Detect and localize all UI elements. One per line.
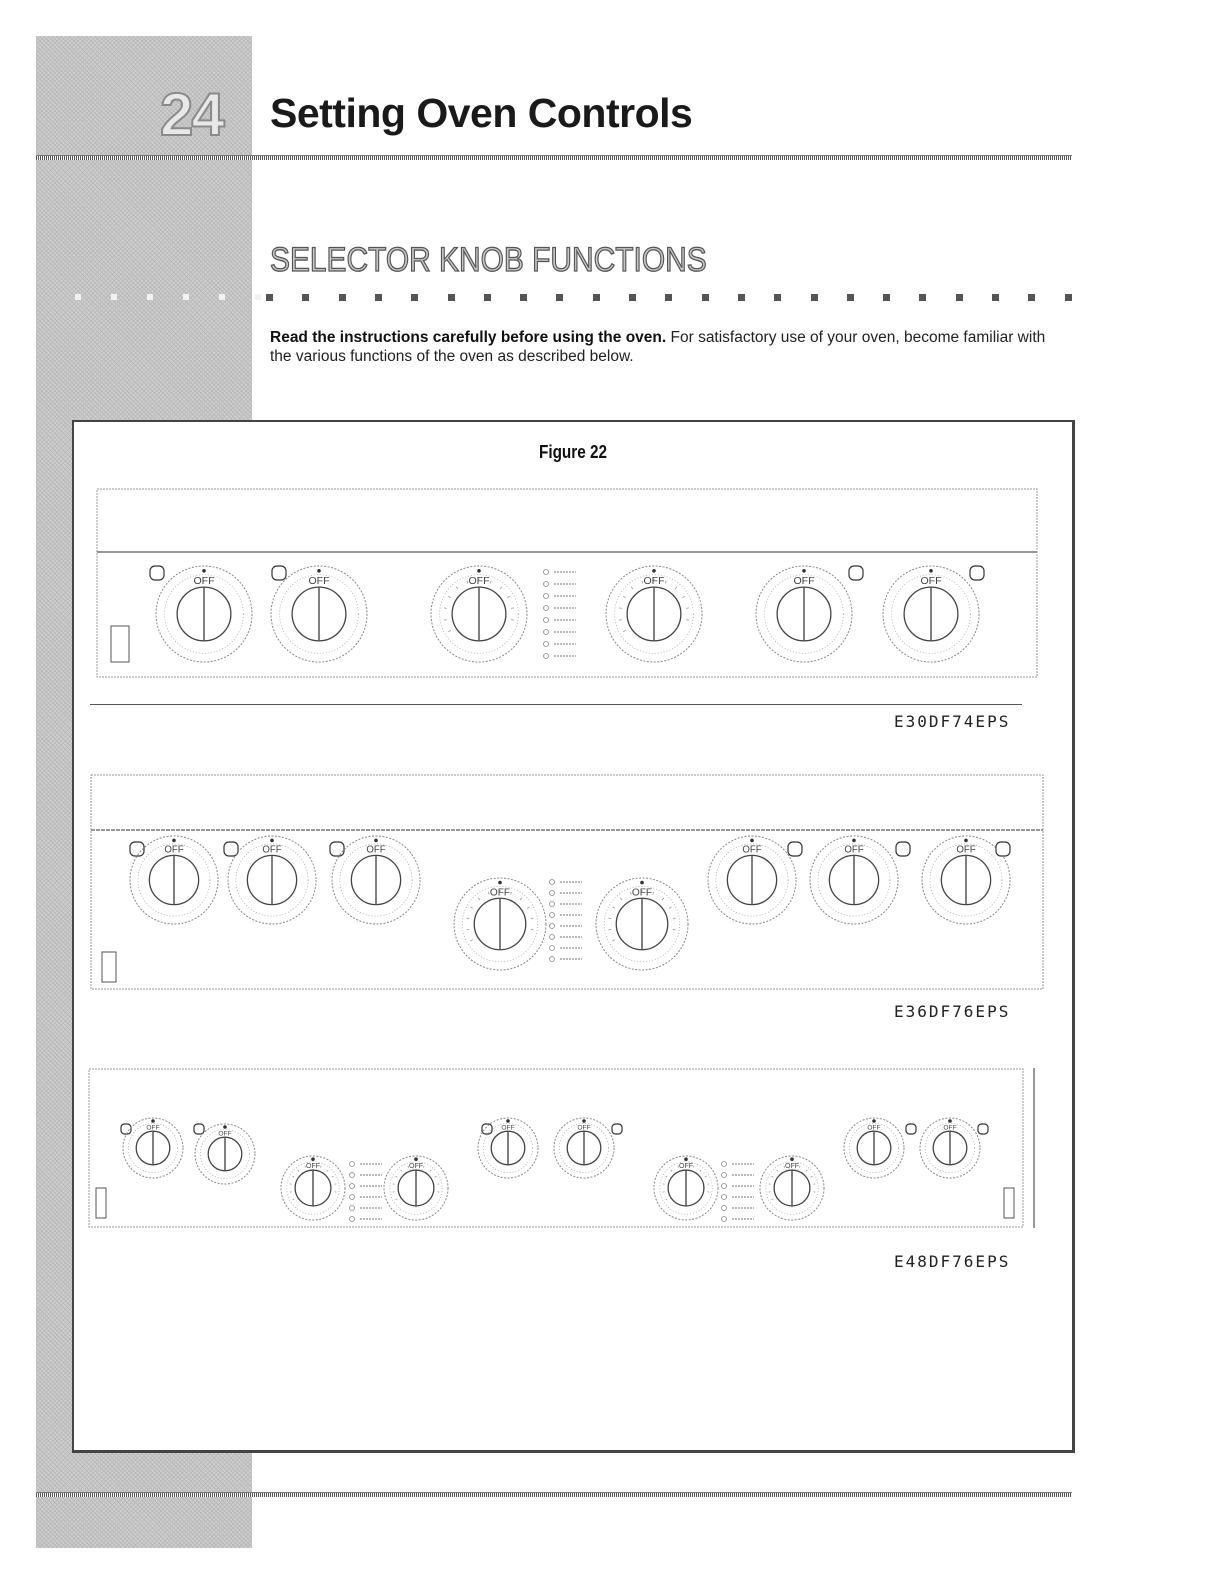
button-icon [121, 1124, 131, 1134]
knob-off-label: OFF [943, 1124, 957, 1132]
knob-off-label: OFF [305, 1163, 321, 1171]
knob-off-label: OFF [577, 1124, 591, 1132]
section-heading: SELECTOR KNOB FUNCTIONS [270, 241, 707, 279]
knob-off-label: OFF [793, 575, 815, 588]
knob-off-label: OFF [742, 844, 762, 856]
button-icon [896, 842, 910, 856]
model-label-e30: E30DF74EPS [894, 712, 1011, 731]
intro-bold-text: Read the instructions carefully before using the oven. [270, 329, 667, 346]
knob-off-label: OFF [308, 575, 330, 588]
button-icon [849, 566, 863, 580]
model-label-e36: E36DF76EPS [894, 1002, 1011, 1021]
button-icon [612, 1124, 622, 1134]
knob-off-label: OFF [468, 575, 490, 588]
knob-off-label: OFF [643, 575, 665, 588]
button-icon [150, 566, 164, 580]
control-panel-e36 [90, 774, 1044, 990]
model-label-e48: E48DF76EPS [894, 1252, 1011, 1271]
knob-off-label: OFF [867, 1124, 881, 1132]
knob-off-label: OFF [366, 844, 386, 856]
knob-off-label: OFF [146, 1124, 160, 1132]
control-panel-e48 [88, 1068, 1038, 1228]
button-icon [978, 1124, 988, 1134]
intro-text: For satisfactory use of your oven, become familiar with the various functions of the oven as described below. [270, 329, 1046, 365]
figure-box [72, 420, 1075, 1453]
button-icon [996, 842, 1010, 856]
section-dot-rule [266, 294, 1074, 302]
knob-off-label: OFF [489, 887, 511, 899]
button-icon [224, 842, 238, 856]
button-icon [330, 842, 344, 856]
knob-off-label: OFF [262, 844, 282, 856]
knob-off-label: OFF [678, 1163, 694, 1171]
header-rule [36, 155, 1072, 160]
knob-off-label: OFF [408, 1163, 424, 1171]
knob-off-label: OFF [193, 575, 215, 588]
figure-caption: Figure 22 [538, 442, 608, 462]
knob-off-label: OFF [501, 1124, 515, 1132]
button-icon [482, 1124, 492, 1134]
knob-off-label: OFF [920, 575, 942, 588]
panel-1-divider [90, 704, 1022, 705]
button-icon [130, 842, 144, 856]
button-icon [970, 566, 984, 580]
knob-off-label: OFF [956, 844, 976, 856]
button-icon [788, 842, 802, 856]
intro-paragraph [270, 328, 1070, 366]
footer-rule [36, 1492, 1072, 1497]
button-icon [272, 566, 286, 580]
page-number: 24 [160, 81, 223, 148]
button-icon [194, 1124, 204, 1134]
button-icon [906, 1124, 916, 1134]
page-title: Setting Oven Controls [270, 90, 693, 136]
knob-off-label: OFF [784, 1163, 800, 1171]
knob-off-label: OFF [164, 844, 184, 856]
control-panel-e30 [96, 488, 1038, 678]
knob-off-label: OFF [631, 887, 653, 899]
knob-off-label: OFF [844, 844, 864, 856]
knob-off-label: OFF [218, 1130, 232, 1138]
